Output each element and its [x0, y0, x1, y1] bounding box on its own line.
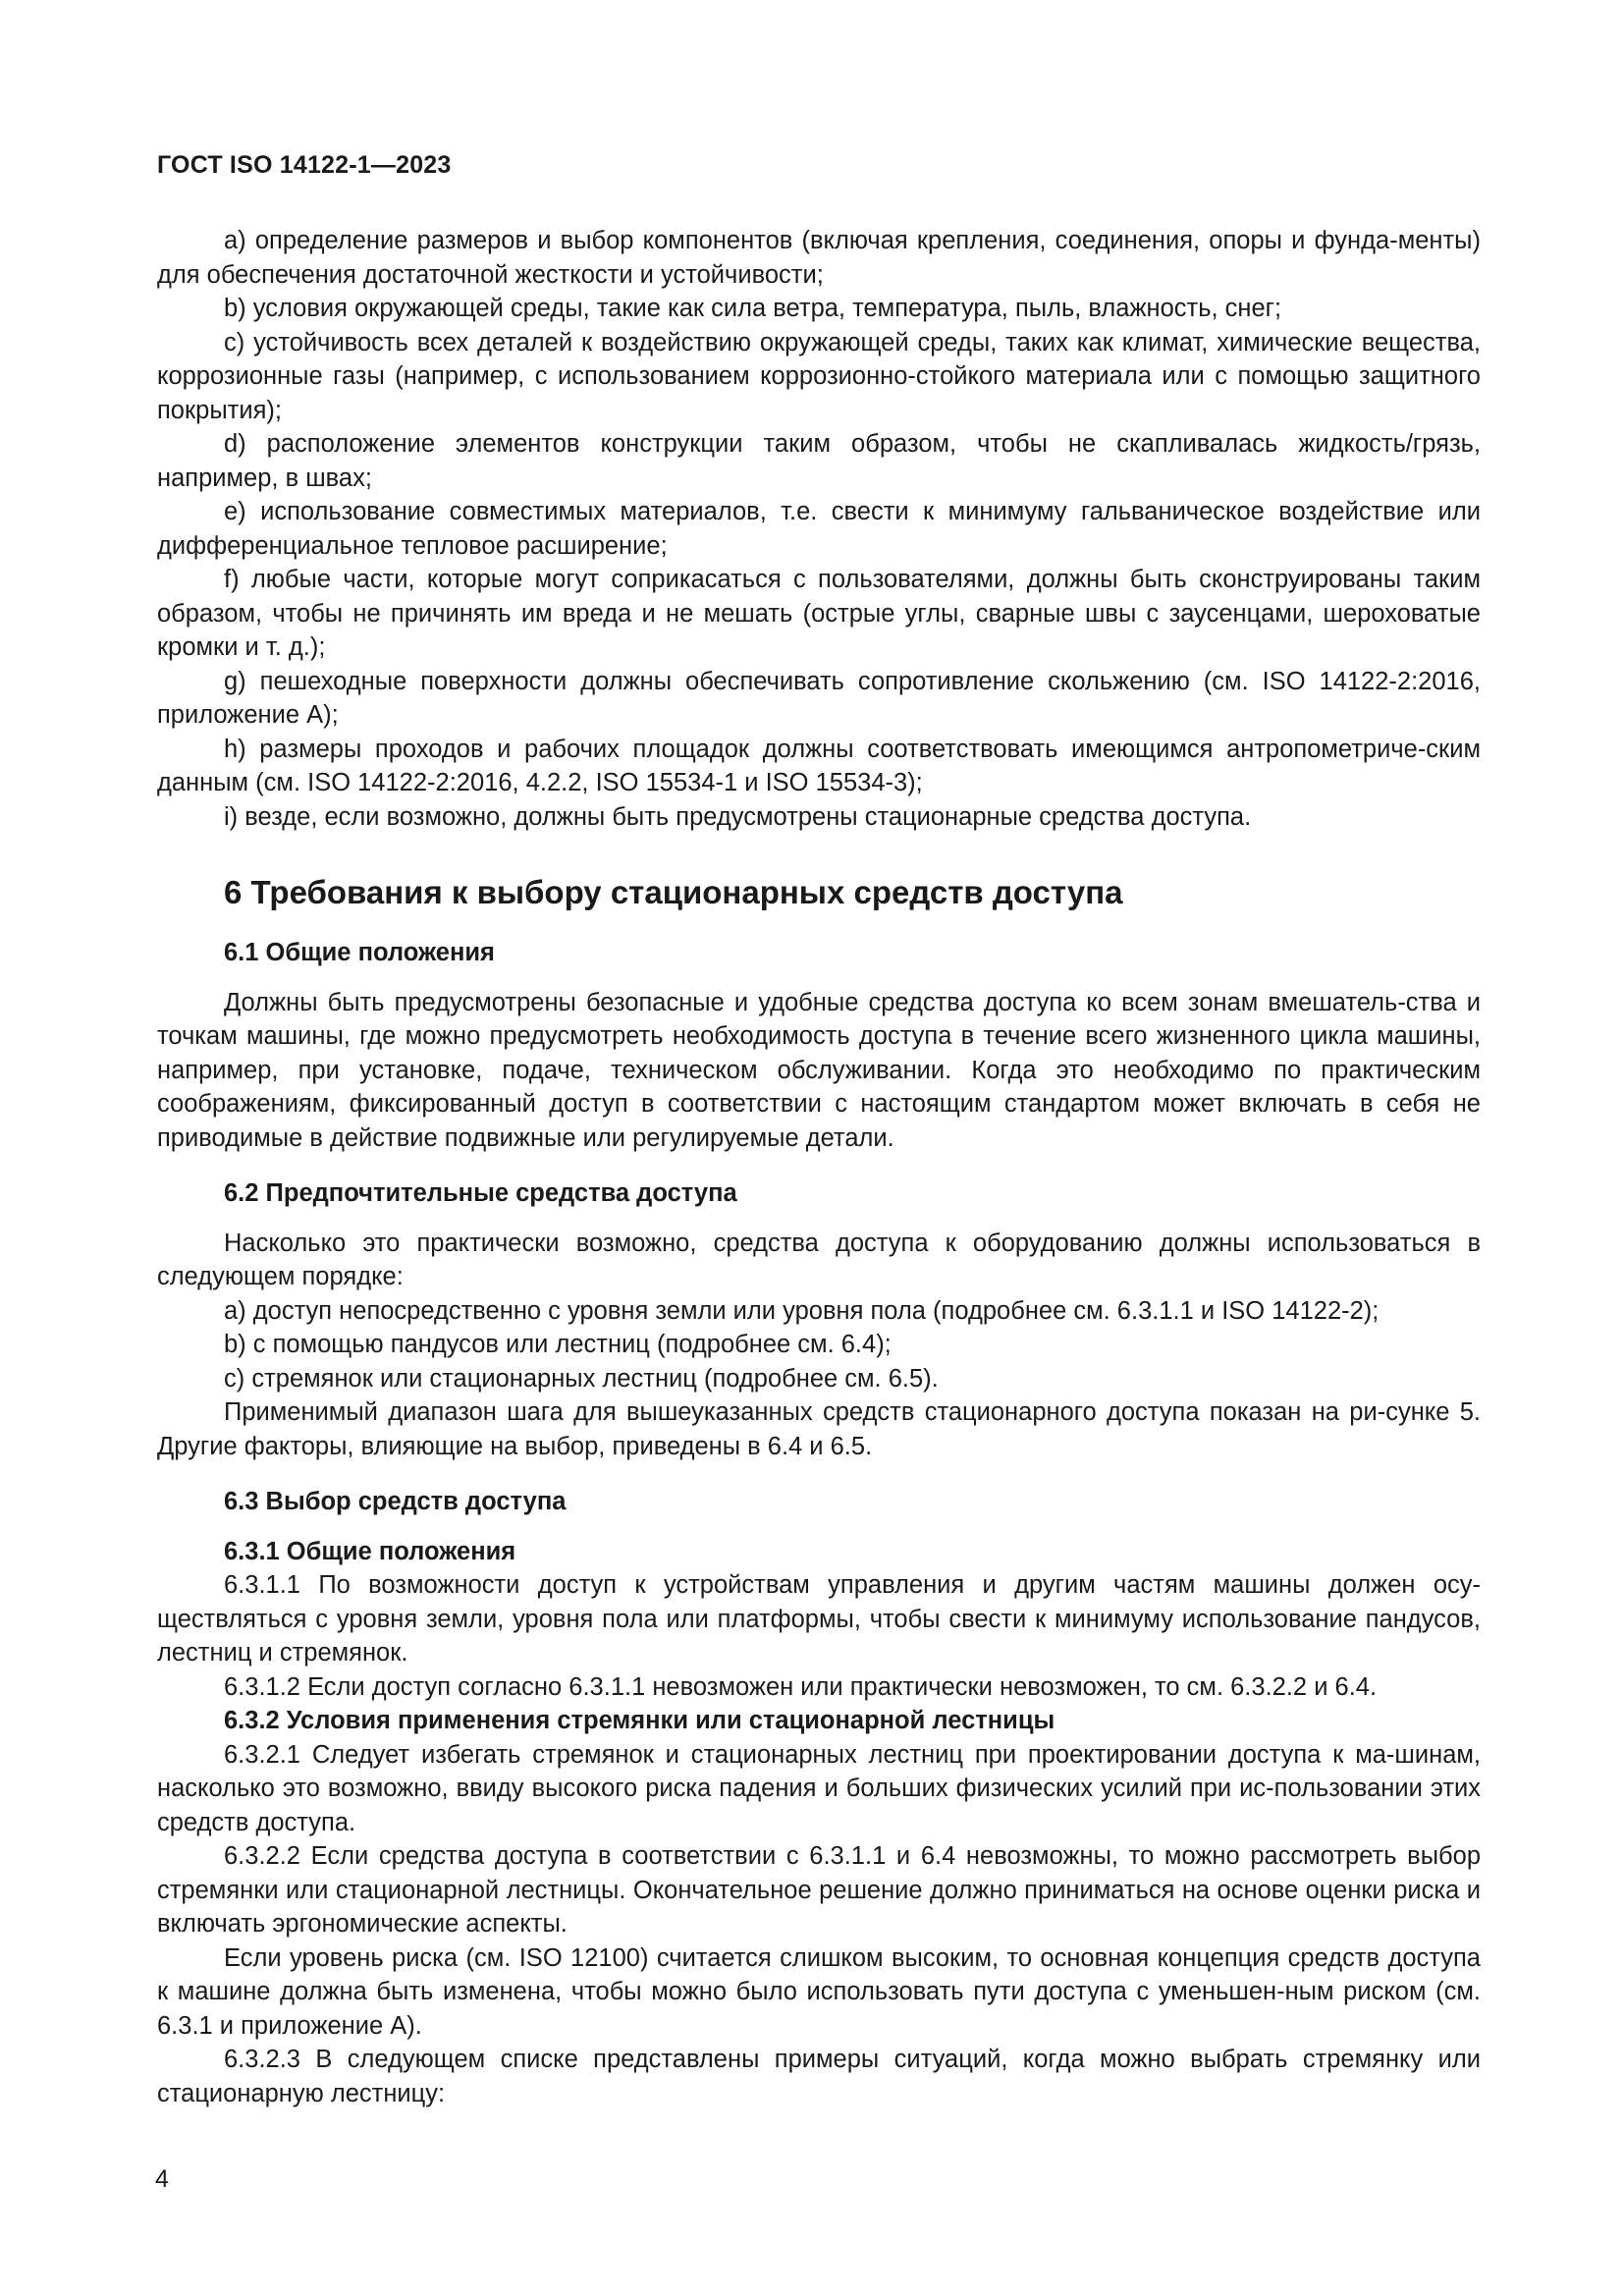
- list-item-d: d) расположение элементов конструкции таким образом, чтобы не скапливалась жидкость/грязь, например, в швах;: [157, 430, 1481, 492]
- page-number: 4: [155, 2165, 169, 2193]
- section-6-1-heading: 6.1 Общие положения: [224, 939, 495, 966]
- list-item-c: c) устойчивость всех деталей к воздействию окружающей среды, таких как климат, химические вещества, коррозионные газы (например, с использованием коррозионно-стойкого материала или с помощью защитного покрытия);: [157, 328, 1481, 424]
- paragraph-6-3-1-2: 6.3.1.2 Если доступ согласно 6.3.1.1 невозможен или практически невозможен, то см. 6.3.2.2 и 6.4.: [224, 1672, 1378, 1701]
- list-item-h: h) размеры проходов и рабочих площадок должны соответствовать имеющимся антропометриче-ским данным (см. ISO 14122-2:2016, 4.2.2, ISO 15534-1 и ISO 15534-3);: [157, 735, 1481, 796]
- section-6-3-2-heading: 6.3.2 Условия применения стремянки или стационарной лестницы: [224, 1707, 1055, 1734]
- section-6-1-text: Должны быть предусмотрены безопасные и удобные средства доступа ко всем зонам вмешатель-ства и точкам машины, где можно предусмотреть необходимость доступа в течение всего жизненного цикла машины, например, при установке, подаче, техническом обслуживании. Когда это необходимо по практическим соображениям, фиксированный доступ в соответствии с настоящим стандартом может включать в себя не приводимые в действие подвижные или регулируемые детали.: [157, 988, 1481, 1152]
- list-item-i: i) везде, если возможно, должны быть предусмотрены стационарные средства доступа.: [224, 802, 1252, 831]
- section-6-heading: 6 Требования к выбору стационарных средств доступа: [224, 874, 1123, 910]
- section-6-2-item-c: c) стремянок или стационарных лестниц (подробнее см. 6.5).: [224, 1364, 939, 1393]
- standard-header: ГОСТ ISO 14122-1—2023: [157, 151, 452, 179]
- list-item-e: e) использование совместимых материалов, т.е. свести к минимуму гальваническое воздействие или дифференциальное тепловое расширение;: [157, 498, 1481, 560]
- section-6-3-heading: 6.3 Выбор средств доступа: [224, 1488, 567, 1515]
- paragraph-6-3-2-2: 6.3.2.2 Если средства доступа в соответствии с 6.3.1.1 и 6.4 невозможны, то можно рассмотреть выбор стремянки или стационарной лестницы. Окончательное решение должно приниматься на основе оценки риска и включать эргономические аспекты.: [157, 1842, 1481, 1938]
- list-item-b: b) условия окружающей среды, такие как сила ветра, температура, пыль, влажность, снег;: [224, 295, 1282, 322]
- list-item-a: a) определение размеров и выбор компонентов (включая крепления, соединения, опоры и фунда-менты) для обеспечения достаточной жесткости и устойчивости;: [157, 227, 1481, 289]
- list-item-g: g) пешеходные поверхности должны обеспечивать сопротивление скольжению (см. ISO 14122-2:2016, приложение A);: [157, 667, 1481, 729]
- paragraph-risk-level: Если уровень риска (см. ISO 12100) считается слишком высоким, то основная концепция средств доступа к машине должна быть изменена, чтобы можно было использовать пути доступа с уменьшен-ным риском (см. 6.3.1 и приложение A).: [157, 1943, 1481, 2040]
- paragraph-6-3-2-3: 6.3.2.3 В следующем списке представлены примеры ситуаций, когда можно выбрать стремянку или стационарную лестницу:: [157, 2046, 1481, 2107]
- section-6-2-heading: 6.2 Предпочтительные средства доступа: [224, 1179, 737, 1207]
- section-6-2-intro: Насколько это практически возможно, средства доступа к оборудованию должны использоваться в следующем порядке:: [157, 1229, 1481, 1290]
- paragraph-6-3-2-1: 6.3.2.1 Следует избегать стремянок и стационарных лестниц при проектировании доступа к ма-шинам, насколько это возможно, ввиду высокого риска падения и больших физических усилий при ис-пользовании этих средств доступа.: [157, 1740, 1481, 1836]
- section-6-2-item-a: a) доступ непосредственно с уровня земли или уровня пола (подробнее см. 6.3.1.1 и ISO 14122-2);: [224, 1296, 1380, 1325]
- page-content: [157, 224, 1481, 2110]
- section-6-2-item-b: b) с помощью пандусов или лестниц (подробнее см. 6.4);: [224, 1331, 892, 1358]
- section-6-2-outro: Применимый диапазон шага для вышеуказанных средств стационарного доступа показан на ри-сунке 5. Другие факторы, влияющие на выбор, приведены в 6.4 и 6.5.: [157, 1398, 1481, 1460]
- section-6-3-1-heading: 6.3.1 Общие положения: [224, 1537, 516, 1565]
- list-item-f: f) любые части, которые могут соприкасаться с пользователями, должны быть сконструированы таким образом, чтобы не причинять им вреда и не мешать (острые углы, сварные швы с заусенцами, шероховатые кромки и т. д.);: [157, 566, 1481, 661]
- paragraph-6-3-1-1: 6.3.1.1 По возможности доступ к устройствам управления и другим частям машины должен осу-ществляться с уровня земли, уровня пола или платформы, чтобы свести к минимуму использование пандусов, лестниц и стремянок.: [157, 1571, 1481, 1667]
